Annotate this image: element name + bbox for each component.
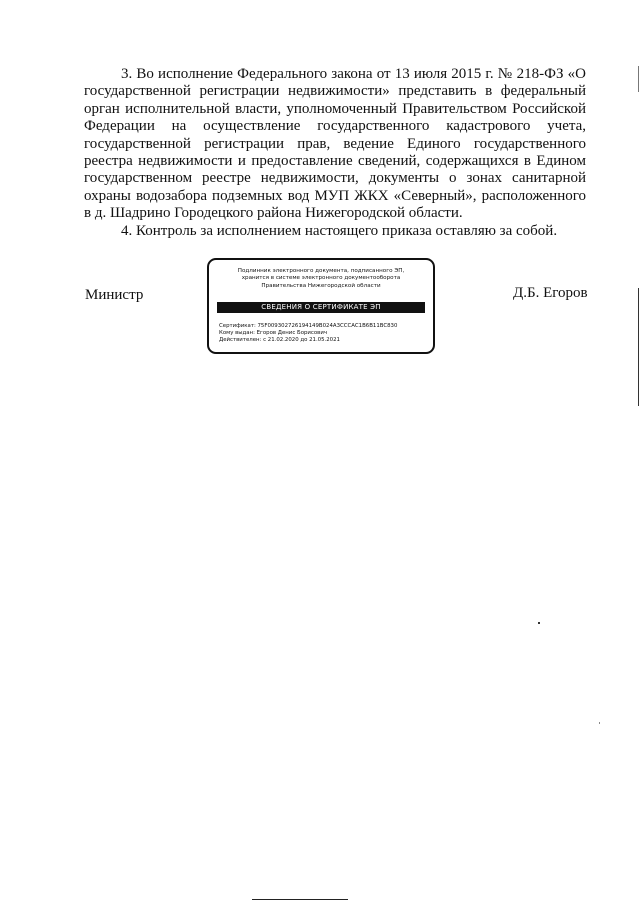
stamp-header: СВЕДЕНИЯ О СЕРТИФИКАТЕ ЭП xyxy=(217,302,425,313)
signatory-title: Министр xyxy=(85,287,144,303)
signatory-name: Д.Б. Егоров xyxy=(513,285,588,301)
scan-edge-mark xyxy=(638,288,639,406)
scan-dot xyxy=(599,722,600,724)
stamp-details xyxy=(219,323,429,345)
electronic-signature-stamp xyxy=(207,258,435,354)
scan-dot xyxy=(538,622,540,624)
paragraph-item-3: 3. Во исполнение Федерального закона от 13 июля 2015 г. № 218-ФЗ «О государственной регистрации недвижимости» представить в федеральный орган исполнительной власти, уполномоченный Правительством Российской Федерации на осуществление государственного кадастрового учета, государственной регистрации прав, ведение Единого государственного реестра недвижимости и предоставление сведений, содержащихся в Едином государственном реестре недвижимости, документы о зонах санитарной охраны водозабора подземных вод МУП ЖКХ «Северный», расположенного в д. Шадрино Городецкого района Нижегородской области. xyxy=(84,66,586,222)
stamp-note-line: Подлинник электронного документа, подписанного ЭП, xyxy=(237,268,405,274)
footer-rule xyxy=(252,899,348,900)
certificate-number: Сертификат: 75F009302726194149B024A3CCCAC1B6B11BC830 xyxy=(219,323,398,329)
certificate-validity: Действителен: с 21.02.2020 до 21.05.2021 xyxy=(219,337,340,344)
stamp-note-line: хранится в системе электронного документооборота xyxy=(241,275,401,282)
certificate-owner: Кому выдан: Егоров Денис Борисович xyxy=(219,330,328,337)
stamp-note xyxy=(217,268,425,290)
scan-edge-mark xyxy=(638,66,639,92)
document-body xyxy=(84,66,586,240)
paragraph-item-4: 4. Контроль за исполнением настоящего приказа оставляю за собой. xyxy=(121,222,558,239)
stamp-note-line: Правительства Нижегородской области xyxy=(261,282,381,289)
